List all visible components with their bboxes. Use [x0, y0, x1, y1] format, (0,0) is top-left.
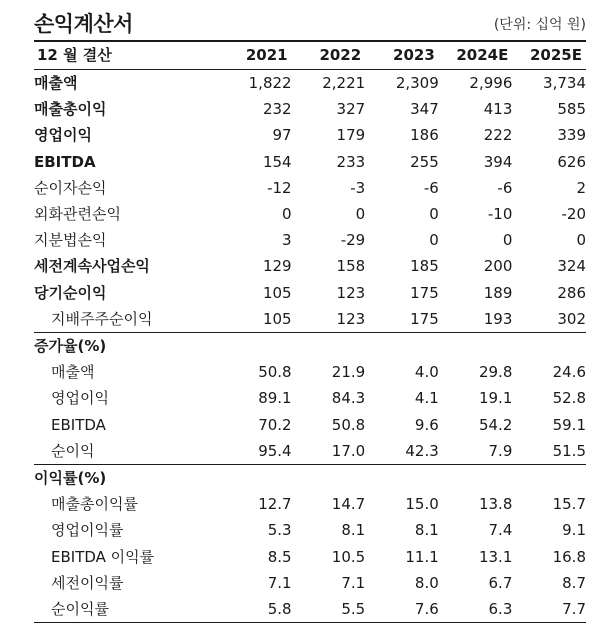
row-label: 영업이익률	[51, 521, 124, 540]
value-cell	[512, 465, 586, 492]
row-label: 영업이익	[34, 126, 92, 145]
table-row	[34, 253, 586, 279]
value-cell: 84.3	[331, 389, 366, 408]
value-cell: 1,822	[248, 74, 292, 92]
value-cell: 222	[483, 126, 513, 145]
row-label: 당기순이익	[34, 283, 107, 302]
value-cell: 54.2	[478, 415, 513, 434]
value-cell: 123	[336, 309, 366, 328]
value-cell: 42.3	[405, 441, 439, 460]
value-cell: 7.4	[488, 521, 513, 540]
value-cell: 51.5	[552, 441, 586, 460]
value-cell: 2,309	[395, 74, 439, 92]
value-cell: 179	[336, 126, 366, 145]
row-label: 세전이익률	[51, 573, 124, 592]
value-cell	[292, 333, 366, 360]
value-cell	[218, 333, 292, 360]
table-row	[34, 517, 586, 543]
value-cell	[365, 333, 439, 360]
value-cell: 7.1	[341, 573, 366, 592]
value-cell: -10	[487, 205, 513, 224]
value-cell: 15.0	[405, 495, 439, 514]
value-cell: 626	[557, 152, 586, 171]
value-cell: 7.1	[267, 573, 292, 592]
value-cell: 24.6	[552, 363, 586, 382]
value-cell: 9.1	[562, 521, 586, 540]
table-row	[34, 201, 586, 227]
value-cell: 70.2	[258, 415, 292, 434]
value-cell: 158	[336, 257, 366, 276]
value-cell: 4.1	[414, 389, 439, 408]
page-title: 손익계산서	[34, 12, 133, 36]
value-cell: 0	[502, 231, 513, 250]
value-cell: 175	[410, 283, 439, 302]
value-cell	[218, 465, 292, 492]
column-header: 2024E	[439, 41, 513, 70]
value-cell: 0	[429, 231, 439, 250]
value-cell: -12	[267, 178, 292, 197]
value-cell: 339	[557, 126, 586, 145]
value-cell: 6.7	[488, 573, 513, 592]
section-header-row	[34, 333, 586, 360]
row-label: 외화관련손익	[34, 205, 121, 224]
value-cell: 5.5	[292, 596, 366, 623]
row-label: 지배주주순이익	[51, 309, 153, 328]
row-label: 순이익	[51, 441, 95, 460]
value-cell: -6	[423, 178, 439, 197]
value-cell	[439, 333, 513, 360]
value-cell: -20	[561, 205, 586, 224]
table-row	[34, 596, 586, 623]
value-cell: 232	[262, 100, 292, 119]
report-header	[34, 8, 586, 38]
row-label: 지분법손익	[34, 231, 107, 250]
value-cell: 8.1	[414, 521, 439, 540]
table-row	[34, 227, 586, 253]
value-cell: 413	[483, 100, 513, 119]
value-cell: 189	[483, 283, 513, 302]
value-cell: 3	[282, 231, 292, 250]
value-cell: 394	[483, 152, 513, 171]
value-cell: 5.8	[218, 596, 292, 623]
value-cell: 5.3	[267, 521, 292, 540]
table-row	[34, 280, 586, 306]
value-cell: 15.7	[552, 495, 586, 514]
row-label: 매출총이익률	[51, 495, 138, 514]
value-cell: 255	[410, 152, 439, 171]
column-header: 2022	[292, 41, 366, 70]
row-label: EBITDA 이익률	[51, 547, 155, 566]
column-header: 2021	[218, 41, 292, 70]
table-row	[34, 491, 586, 517]
value-cell: -29	[340, 231, 366, 250]
value-cell: 200	[483, 257, 513, 276]
value-cell: 16.8	[552, 547, 586, 566]
value-cell: 8.5	[267, 547, 292, 566]
value-cell: 105	[262, 309, 292, 328]
value-cell: 0	[429, 205, 439, 224]
value-cell: -6	[497, 178, 513, 197]
row-label: 매출액	[34, 74, 78, 92]
section-label: 증가율(%)	[34, 333, 218, 360]
value-cell: 13.1	[478, 547, 513, 566]
section-label: 이익률(%)	[34, 465, 218, 492]
value-cell: 7.7	[512, 596, 586, 623]
value-cell: 9.6	[414, 415, 439, 434]
value-cell: 19.1	[478, 389, 513, 408]
value-cell: 2,221	[322, 74, 366, 92]
value-cell	[512, 333, 586, 360]
value-cell: 286	[557, 283, 586, 302]
row-label: 세전계속사업손익	[34, 257, 150, 276]
value-cell: 13.8	[478, 495, 513, 514]
table-row	[34, 306, 586, 333]
value-cell: 0	[282, 205, 292, 224]
table-row	[34, 544, 586, 570]
table-row	[34, 122, 586, 148]
table-body	[34, 70, 586, 623]
table-row	[34, 385, 586, 411]
table-row	[34, 70, 586, 97]
fiscal-year-header: 12 월 결산	[34, 41, 218, 70]
value-cell: 123	[336, 283, 366, 302]
section-header-row	[34, 465, 586, 492]
income-statement-table	[34, 40, 586, 623]
value-cell: 7.6	[365, 596, 439, 623]
value-cell: 21.9	[331, 363, 366, 382]
value-cell: 2,996	[469, 74, 513, 92]
value-cell: 185	[410, 257, 439, 276]
value-cell: 8.7	[562, 573, 586, 592]
row-label: 매출액	[51, 363, 95, 382]
value-cell: 193	[483, 309, 513, 328]
value-cell: 50.8	[258, 363, 292, 382]
value-cell: 324	[557, 257, 586, 276]
value-cell: 7.9	[488, 441, 513, 460]
value-cell: 52.8	[552, 389, 586, 408]
unit-note: (단위: 십억 원)	[493, 17, 586, 33]
value-cell	[292, 465, 366, 492]
value-cell: 10.5	[331, 547, 366, 566]
value-cell: 8.1	[341, 521, 366, 540]
table-row	[34, 175, 586, 201]
value-cell: 95.4	[258, 441, 292, 460]
value-cell: 585	[557, 100, 586, 119]
value-cell: 347	[410, 100, 439, 119]
table-row	[34, 96, 586, 122]
value-cell: 50.8	[331, 415, 366, 434]
value-cell: 233	[336, 152, 366, 171]
value-cell: 175	[410, 309, 439, 328]
value-cell: 3,734	[543, 74, 586, 92]
value-cell: 17.0	[331, 441, 366, 460]
value-cell: 327	[336, 100, 366, 119]
table-row	[34, 570, 586, 596]
value-cell: 6.3	[439, 596, 513, 623]
value-cell: 12.7	[258, 495, 292, 514]
table-row	[34, 359, 586, 385]
row-label: 순이익률	[34, 596, 218, 623]
value-cell: 59.1	[552, 415, 586, 434]
value-cell: 105	[262, 283, 292, 302]
value-cell: 154	[262, 152, 292, 171]
value-cell: 14.7	[331, 495, 366, 514]
row-label: EBITDA	[34, 152, 96, 171]
row-label: EBITDA	[51, 415, 106, 434]
value-cell: 89.1	[258, 389, 292, 408]
header-row	[34, 41, 586, 70]
value-cell: 8.0	[414, 573, 439, 592]
value-cell: -3	[350, 178, 366, 197]
row-label: 영업이익	[51, 389, 109, 408]
row-label: 매출총이익	[34, 100, 107, 119]
value-cell: 2	[576, 178, 586, 197]
table-row	[34, 438, 586, 465]
table-row	[34, 412, 586, 438]
value-cell: 0	[355, 205, 366, 224]
value-cell: 186	[410, 126, 439, 145]
value-cell	[439, 465, 513, 492]
value-cell: 4.0	[414, 363, 439, 382]
table-row	[34, 149, 586, 175]
value-cell: 29.8	[478, 363, 513, 382]
value-cell: 302	[557, 309, 586, 328]
row-label: 순이자손익	[34, 178, 107, 197]
value-cell: 0	[576, 231, 586, 250]
column-header: 2023	[365, 41, 439, 70]
value-cell: 97	[272, 126, 292, 145]
value-cell: 11.1	[405, 547, 439, 566]
value-cell	[365, 465, 439, 492]
value-cell: 129	[262, 257, 292, 276]
column-header: 2025E	[512, 41, 586, 70]
